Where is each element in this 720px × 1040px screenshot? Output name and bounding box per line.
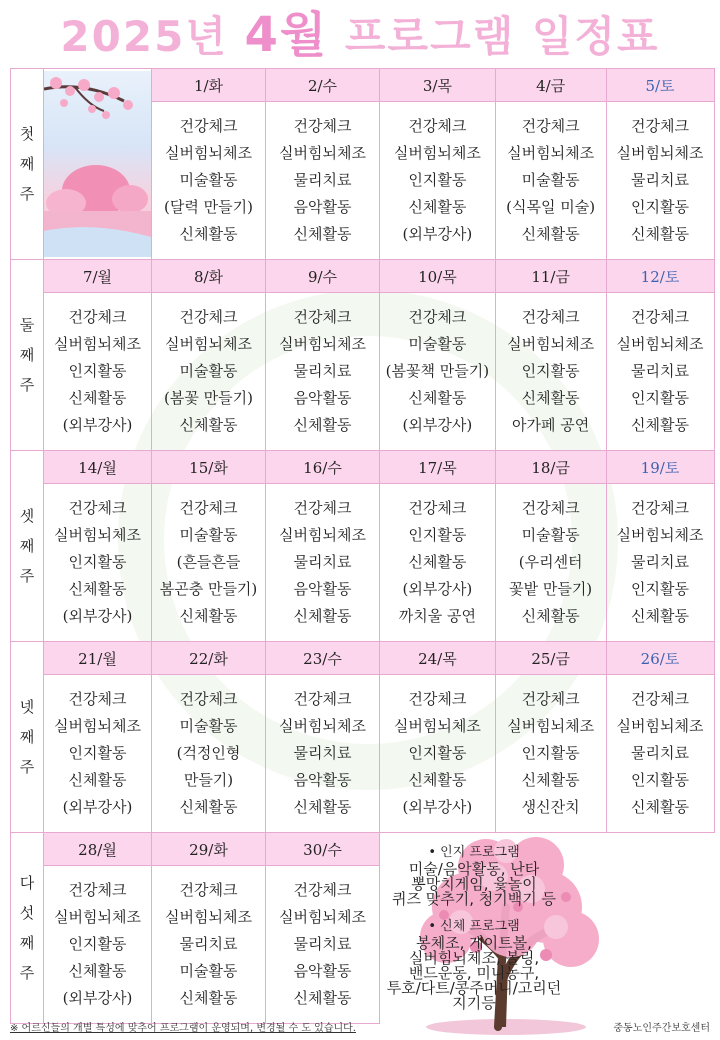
day-program: 건강체크 실버힘뇌체조 미술활동 (식목일 미술) 신체활동 <box>495 102 606 260</box>
day-header: 25/금 <box>495 642 606 675</box>
day-program: 건강체크 실버힘뇌체조 미술활동 (달력 만들기) 신체활동 <box>152 102 266 260</box>
week-label-4: 넷 째 주 <box>11 642 44 833</box>
day-header-saturday: 5/토 <box>606 69 714 102</box>
day-header: 22/화 <box>152 642 266 675</box>
day-header: 29/화 <box>152 833 266 866</box>
day-program: 건강체크 실버힘뇌체조 물리치료 음악활동 신체활동 <box>266 484 380 642</box>
day-header: 3/목 <box>380 69 496 102</box>
day-program: 건강체크 실버힘뇌체조 물리치료 음악활동 신체활동 <box>266 102 380 260</box>
day-header: 30/수 <box>266 833 380 866</box>
legend-line: 미술/음악활동, 난타 <box>408 860 540 879</box>
legend-line: 퀴즈 맞추기, 청기백기 등 <box>392 890 556 909</box>
day-program: 건강체크 인지활동 신체활동 (외부강사) 까치울 공연 <box>380 484 496 642</box>
legend-line: 밴드운동, 미니농구, <box>408 964 540 983</box>
day-header: 9/수 <box>266 260 380 293</box>
day-program: 건강체크 실버힘뇌체조 인지활동 신체활동 (외부강사) <box>380 675 496 833</box>
day-header: 23/수 <box>266 642 380 675</box>
title-year: 2025년 <box>60 12 228 61</box>
cherry-blossom-image <box>44 71 151 257</box>
center-name: 중동노인주간보호센터 <box>613 1023 710 1034</box>
day-program: 건강체크 실버힘뇌체조 물리치료 인지활동 신체활동 <box>606 102 714 260</box>
day-program: 건강체크 실버힘뇌체조 인지활동 신체활동 아가페 공연 <box>495 293 606 451</box>
legend-line: 실버힘뇌체조, 볼링, <box>408 949 540 968</box>
day-program: 건강체크 미술활동 (흔들흔들 봄곤충 만들기) 신체활동 <box>152 484 266 642</box>
day-program: 건강체크 실버힘뇌체조 물리치료 인지활동 신체활동 <box>606 675 714 833</box>
footnote: ※ 어르신들의 개별 특성에 맞추어 프로그램이 운영되며, 변경될 수 도 있습니다. <box>10 1023 356 1034</box>
day-program: 건강체크 실버힘뇌체조 물리치료 미술활동 신체활동 <box>152 866 266 1024</box>
day-header: 16/수 <box>266 451 380 484</box>
physical-program-title: • 신체 프로그램 <box>428 919 520 935</box>
cognitive-program-title: • 인지 프로그램 <box>428 845 520 861</box>
day-program: 건강체크 실버힘뇌체조 물리치료 인지활동 신체활동 <box>606 484 714 642</box>
day-program: 건강체크 실버힘뇌체조 인지활동 신체활동 (외부강사) <box>44 675 152 833</box>
day-program: 건강체크 실버힘뇌체조 인지활동 신체활동 생신잔치 <box>495 675 606 833</box>
week-label-2: 둘 째 주 <box>11 260 44 451</box>
day-header: 18/금 <box>495 451 606 484</box>
title-rest: 프로그램 일정표 <box>344 12 660 61</box>
day-header: 1/화 <box>152 69 266 102</box>
day-program: 건강체크 실버힘뇌체조 인지활동 신체활동 (외부강사) <box>44 484 152 642</box>
day-header: 2/수 <box>266 69 380 102</box>
day-header: 4/금 <box>495 69 606 102</box>
day-header: 10/목 <box>380 260 496 293</box>
legend-line: 뽕망치게임, 윷놀이 <box>411 875 537 894</box>
day-program: 건강체크 미술활동 (우리센터 꽃밭 만들기) 신체활동 <box>495 484 606 642</box>
program-legend <box>380 833 607 1024</box>
week-label-1: 첫 째 주 <box>11 69 44 260</box>
day-header: 14/월 <box>44 451 152 484</box>
day-header-saturday: 19/토 <box>606 451 714 484</box>
day-program: 건강체크 미술활동 (걱정인형 만들기) 신체활동 <box>152 675 266 833</box>
page-title <box>0 6 720 64</box>
legend-line: 봉체조, 게이트볼, <box>416 934 532 953</box>
day-header: 7/월 <box>44 260 152 293</box>
schedule-table <box>10 68 715 1024</box>
day-program: 건강체크 실버힘뇌체조 물리치료 음악활동 신체활동 <box>266 675 380 833</box>
day-program: 건강체크 실버힘뇌체조 물리치료 음악활동 신체활동 <box>266 293 380 451</box>
day-header: 28/월 <box>44 833 152 866</box>
day-program: 건강체크 실버힘뇌체조 물리치료 인지활동 신체활동 <box>606 293 714 451</box>
day-header-saturday: 12/토 <box>606 260 714 293</box>
day-header-saturday: 26/토 <box>606 642 714 675</box>
day-header: 24/목 <box>380 642 496 675</box>
day-header: 8/화 <box>152 260 266 293</box>
day-program: 건강체크 실버힘뇌체조 인지활동 신체활동 (외부강사) <box>44 866 152 1024</box>
day-program: 건강체크 미술활동 (봄꽃책 만들기) 신체활동 (외부강사) <box>380 293 496 451</box>
week-label-5: 다 섯 째 주 <box>11 833 44 1024</box>
day-header: 11/금 <box>495 260 606 293</box>
day-header: 17/목 <box>380 451 496 484</box>
title-month: 4월 <box>244 7 329 63</box>
day-program: 건강체크 실버힘뇌체조 물리치료 음악활동 신체활동 <box>266 866 380 1024</box>
day-header: 15/화 <box>152 451 266 484</box>
day-program: 건강체크 실버힘뇌체조 미술활동 (봄꽃 만들기) 신체활동 <box>152 293 266 451</box>
blossom-image-cell <box>44 69 152 260</box>
day-header: 21/월 <box>44 642 152 675</box>
legend-line: 투호/다트/콩주머니/고리던지기등 <box>386 979 562 1013</box>
day-program: 건강체크 실버힘뇌체조 인지활동 신체활동 (외부강사) <box>380 102 496 260</box>
week-label-3: 셋 째 주 <box>11 451 44 642</box>
day-program: 건강체크 실버힘뇌체조 인지활동 신체활동 (외부강사) <box>44 293 152 451</box>
